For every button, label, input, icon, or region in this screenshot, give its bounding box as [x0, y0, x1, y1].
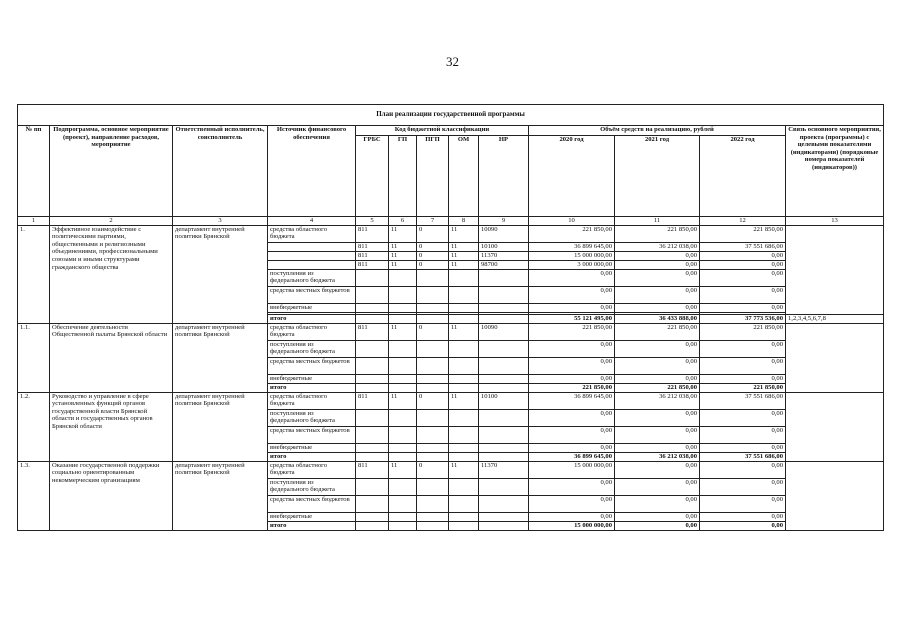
header-link: Связь основного мероприятия, проекта (программы) с целевыми показателями (индикаторами) (порядковые номера показателей (индикаторов)): [786, 126, 884, 217]
code-om: 11: [449, 461, 479, 478]
value-2022: 0,00: [700, 251, 786, 260]
page-number: 32: [446, 54, 459, 69]
value-2020: 0,00: [529, 269, 615, 286]
value-2021: 0,00: [615, 340, 700, 357]
table-row: [18, 392, 884, 409]
total-2022: 37 773 536,00: [700, 314, 786, 323]
code-pgp: 0: [417, 260, 449, 269]
value-2022: 0,00: [700, 461, 786, 478]
code-np: 11370: [479, 251, 529, 260]
source-label: [268, 242, 356, 251]
value-2020: 0,00: [529, 495, 615, 512]
value-2021: 0,00: [615, 374, 700, 383]
header-2021: 2021 год: [615, 136, 700, 217]
value-2020: 0,00: [529, 512, 615, 521]
source-label: средства местных бюджетов: [268, 286, 356, 303]
value-2020: 36 899 645,00: [529, 392, 615, 409]
value-2020: 36 899 645,00: [529, 242, 615, 251]
source-label: средства областного бюджета: [268, 323, 356, 340]
header-om: ОМ: [449, 136, 479, 217]
program-name: Эффективное взаимодействие с политическими партиями, общественными и религиозными объединениями, профессиональными союзами и иными структурами гражданского общества: [50, 225, 173, 323]
code-pgp: 0: [417, 242, 449, 251]
col-number: 13: [786, 217, 884, 226]
value-2022: 0,00: [700, 443, 786, 452]
source-label: внебюджетные: [268, 512, 356, 521]
executor-name: департамент внутренней политики Брянской: [173, 392, 268, 461]
source-label: поступления из федерального бюджета: [268, 269, 356, 286]
value-2022: 0,00: [700, 478, 786, 495]
source-label: поступления из федерального бюджета: [268, 409, 356, 426]
header-program: Подпрограмма, основное мероприятие (проект), направление расходов, мероприятие: [50, 126, 173, 217]
header-volume: Объём средств на реализацию, рублей: [529, 126, 786, 136]
total-2021: 221 850,00: [615, 383, 700, 392]
col-number: 12: [700, 217, 786, 226]
code-np: 10100: [479, 392, 529, 409]
source-label: средства областного бюджета: [268, 392, 356, 409]
code-np: 10090: [479, 323, 529, 340]
total-2020: 55 121 495,00: [529, 314, 615, 323]
value-2020: 221 850,00: [529, 323, 615, 340]
code-gp: 11: [389, 260, 417, 269]
value-2020: 0,00: [529, 340, 615, 357]
value-2022: 0,00: [700, 409, 786, 426]
value-2020: 221 850,00: [529, 225, 615, 242]
value-2022: 37 551 686,00: [700, 242, 786, 251]
source-label: средства местных бюджетов: [268, 357, 356, 374]
code-np: 10090: [479, 225, 529, 242]
value-2021: 0,00: [615, 495, 700, 512]
col-number: 8: [449, 217, 479, 226]
value-2020: 0,00: [529, 426, 615, 443]
code-pgp: 0: [417, 251, 449, 260]
row-number: 1.2.: [18, 392, 50, 461]
value-2021: 0,00: [615, 512, 700, 521]
value-2021: 0,00: [615, 426, 700, 443]
header-gp: ГП: [389, 136, 417, 217]
total-2021: 36 433 888,00: [615, 314, 700, 323]
value-2021: 0,00: [615, 478, 700, 495]
indicator-link: 1,2,3,4,5,6,7,8: [786, 314, 884, 323]
source-label: средства областного бюджета: [268, 225, 356, 242]
source-label: итого: [268, 383, 356, 392]
value-2022: 0,00: [700, 495, 786, 512]
value-2020: 0,00: [529, 478, 615, 495]
value-2020: 0,00: [529, 286, 615, 303]
code-pgp: 0: [417, 323, 449, 340]
row-number: 1.1.: [18, 323, 50, 392]
total-2022: 0,00: [700, 521, 786, 530]
col-number: 4: [268, 217, 356, 226]
table-row: [18, 461, 884, 478]
value-2022: 0,00: [700, 512, 786, 521]
table-row: [18, 225, 884, 242]
code-gp: 11: [389, 242, 417, 251]
value-2020: 15 000 000,00: [529, 251, 615, 260]
header-executor: Ответственный исполнитель, соисполнитель: [173, 126, 268, 217]
value-2021: 221 850,00: [615, 323, 700, 340]
code-np: 98700: [479, 260, 529, 269]
code-gp: 11: [389, 323, 417, 340]
value-2021: 0,00: [615, 357, 700, 374]
header-np: НР: [479, 136, 529, 217]
executor-name: департамент внутренней политики Брянской: [173, 461, 268, 530]
total-2022: 37 551 686,00: [700, 452, 786, 461]
col-number: 6: [389, 217, 417, 226]
code-grbs: 811: [356, 251, 389, 260]
value-2021: 0,00: [615, 260, 700, 269]
col-number: 10: [529, 217, 615, 226]
value-2021: 0,00: [615, 286, 700, 303]
col-number: 1: [18, 217, 50, 226]
col-number: 7: [417, 217, 449, 226]
col-number: 9: [479, 217, 529, 226]
code-gp: 11: [389, 461, 417, 478]
source-label: внебюджетные: [268, 374, 356, 383]
value-2020: 3 000 000,00: [529, 260, 615, 269]
code-grbs: 811: [356, 461, 389, 478]
code-gp: 11: [389, 251, 417, 260]
plan-table: [17, 104, 884, 531]
value-2022: 37 551 686,00: [700, 392, 786, 409]
value-2021: 0,00: [615, 443, 700, 452]
col-number: 11: [615, 217, 700, 226]
code-grbs: 811: [356, 242, 389, 251]
value-2020: 15 000 000,00: [529, 461, 615, 478]
header-2020: 2020 год: [529, 136, 615, 217]
code-grbs: 811: [356, 225, 389, 242]
value-2022: 0,00: [700, 357, 786, 374]
code-pgp: 0: [417, 461, 449, 478]
total-2021: 0,00: [615, 521, 700, 530]
value-2021: 0,00: [615, 303, 700, 312]
value-2021: 0,00: [615, 409, 700, 426]
indicator-link: [786, 225, 884, 314]
code-grbs: 811: [356, 392, 389, 409]
column-number-row: [18, 217, 884, 226]
code-gp: 11: [389, 392, 417, 409]
value-2022: 221 850,00: [700, 225, 786, 242]
header-num: № пп: [18, 126, 50, 217]
total-2021: 36 212 038,00: [615, 452, 700, 461]
indicator-link: [786, 461, 884, 530]
col-number: 5: [356, 217, 389, 226]
value-2022: 0,00: [700, 374, 786, 383]
source-label: поступления из федерального бюджета: [268, 340, 356, 357]
header-budget-code: Код бюджетной классификации: [356, 126, 529, 136]
source-label: средства областного бюджета: [268, 461, 356, 478]
table-title: План реализации государственной программы: [18, 105, 884, 126]
col-number: 3: [173, 217, 268, 226]
executor-name: департамент внутренней политики Брянской: [173, 225, 268, 323]
value-2022: 0,00: [700, 340, 786, 357]
value-2022: 221 850,00: [700, 323, 786, 340]
header-2022: 2022 год: [700, 136, 786, 217]
header-source: Источник финансового обеспечения: [268, 126, 356, 217]
source-label: средства местных бюджетов: [268, 426, 356, 443]
code-om: 11: [449, 251, 479, 260]
value-2022: 0,00: [700, 269, 786, 286]
code-grbs: 811: [356, 323, 389, 340]
row-number: 1.3.: [18, 461, 50, 530]
table-row: [18, 323, 884, 340]
col-number: 2: [50, 217, 173, 226]
value-2021: 0,00: [615, 251, 700, 260]
value-2021: 36 212 038,00: [615, 242, 700, 251]
plan-table-container: [17, 104, 883, 531]
code-np: 11370: [479, 461, 529, 478]
source-label: итого: [268, 452, 356, 461]
value-2022: 0,00: [700, 260, 786, 269]
source-label: [268, 260, 356, 269]
code-om: 11: [449, 260, 479, 269]
code-grbs: 811: [356, 260, 389, 269]
program-name: Обеспечение деятельности Общественной палаты Брянской области: [50, 323, 173, 392]
row-number: 1.: [18, 225, 50, 323]
source-label: внебюджетные: [268, 303, 356, 312]
code-np: 10100: [479, 242, 529, 251]
source-label: итого: [268, 314, 356, 323]
source-label: средства местных бюджетов: [268, 495, 356, 512]
code-gp: 11: [389, 225, 417, 242]
total-2020: 36 899 645,00: [529, 452, 615, 461]
source-label: внебюджетные: [268, 443, 356, 452]
value-2020: 0,00: [529, 409, 615, 426]
executor-name: департамент внутренней политики Брянской: [173, 323, 268, 392]
value-2021: 36 212 038,00: [615, 392, 700, 409]
value-2020: 0,00: [529, 303, 615, 312]
source-label: поступления из федерального бюджета: [268, 478, 356, 495]
value-2022: 0,00: [700, 426, 786, 443]
total-2022: 221 850,00: [700, 383, 786, 392]
indicator-link: [786, 392, 884, 461]
code-om: 11: [449, 242, 479, 251]
program-name: Руководство и управление в сфере установленных функций органов государственной власти Брянской области и государственных органов Брянской области: [50, 392, 173, 461]
value-2020: 0,00: [529, 443, 615, 452]
value-2020: 0,00: [529, 357, 615, 374]
value-2021: 0,00: [615, 269, 700, 286]
code-pgp: 0: [417, 225, 449, 242]
value-2021: 221 850,00: [615, 225, 700, 242]
indicator-link: [786, 323, 884, 392]
program-name: Оказание государственной поддержки социально ориентированным некоммерческим организациям: [50, 461, 173, 530]
total-2020: 221 850,00: [529, 383, 615, 392]
total-2020: 15 000 000,00: [529, 521, 615, 530]
code-om: 11: [449, 323, 479, 340]
code-pgp: 0: [417, 392, 449, 409]
value-2021: 0,00: [615, 461, 700, 478]
value-2020: 0,00: [529, 374, 615, 383]
code-om: 11: [449, 392, 479, 409]
value-2022: 0,00: [700, 286, 786, 303]
header-pgp: ПГП: [417, 136, 449, 217]
value-2022: 0,00: [700, 303, 786, 312]
header-grbs: ГРБС: [356, 136, 389, 217]
source-label: [268, 251, 356, 260]
source-label: итого: [268, 521, 356, 530]
code-om: 11: [449, 225, 479, 242]
